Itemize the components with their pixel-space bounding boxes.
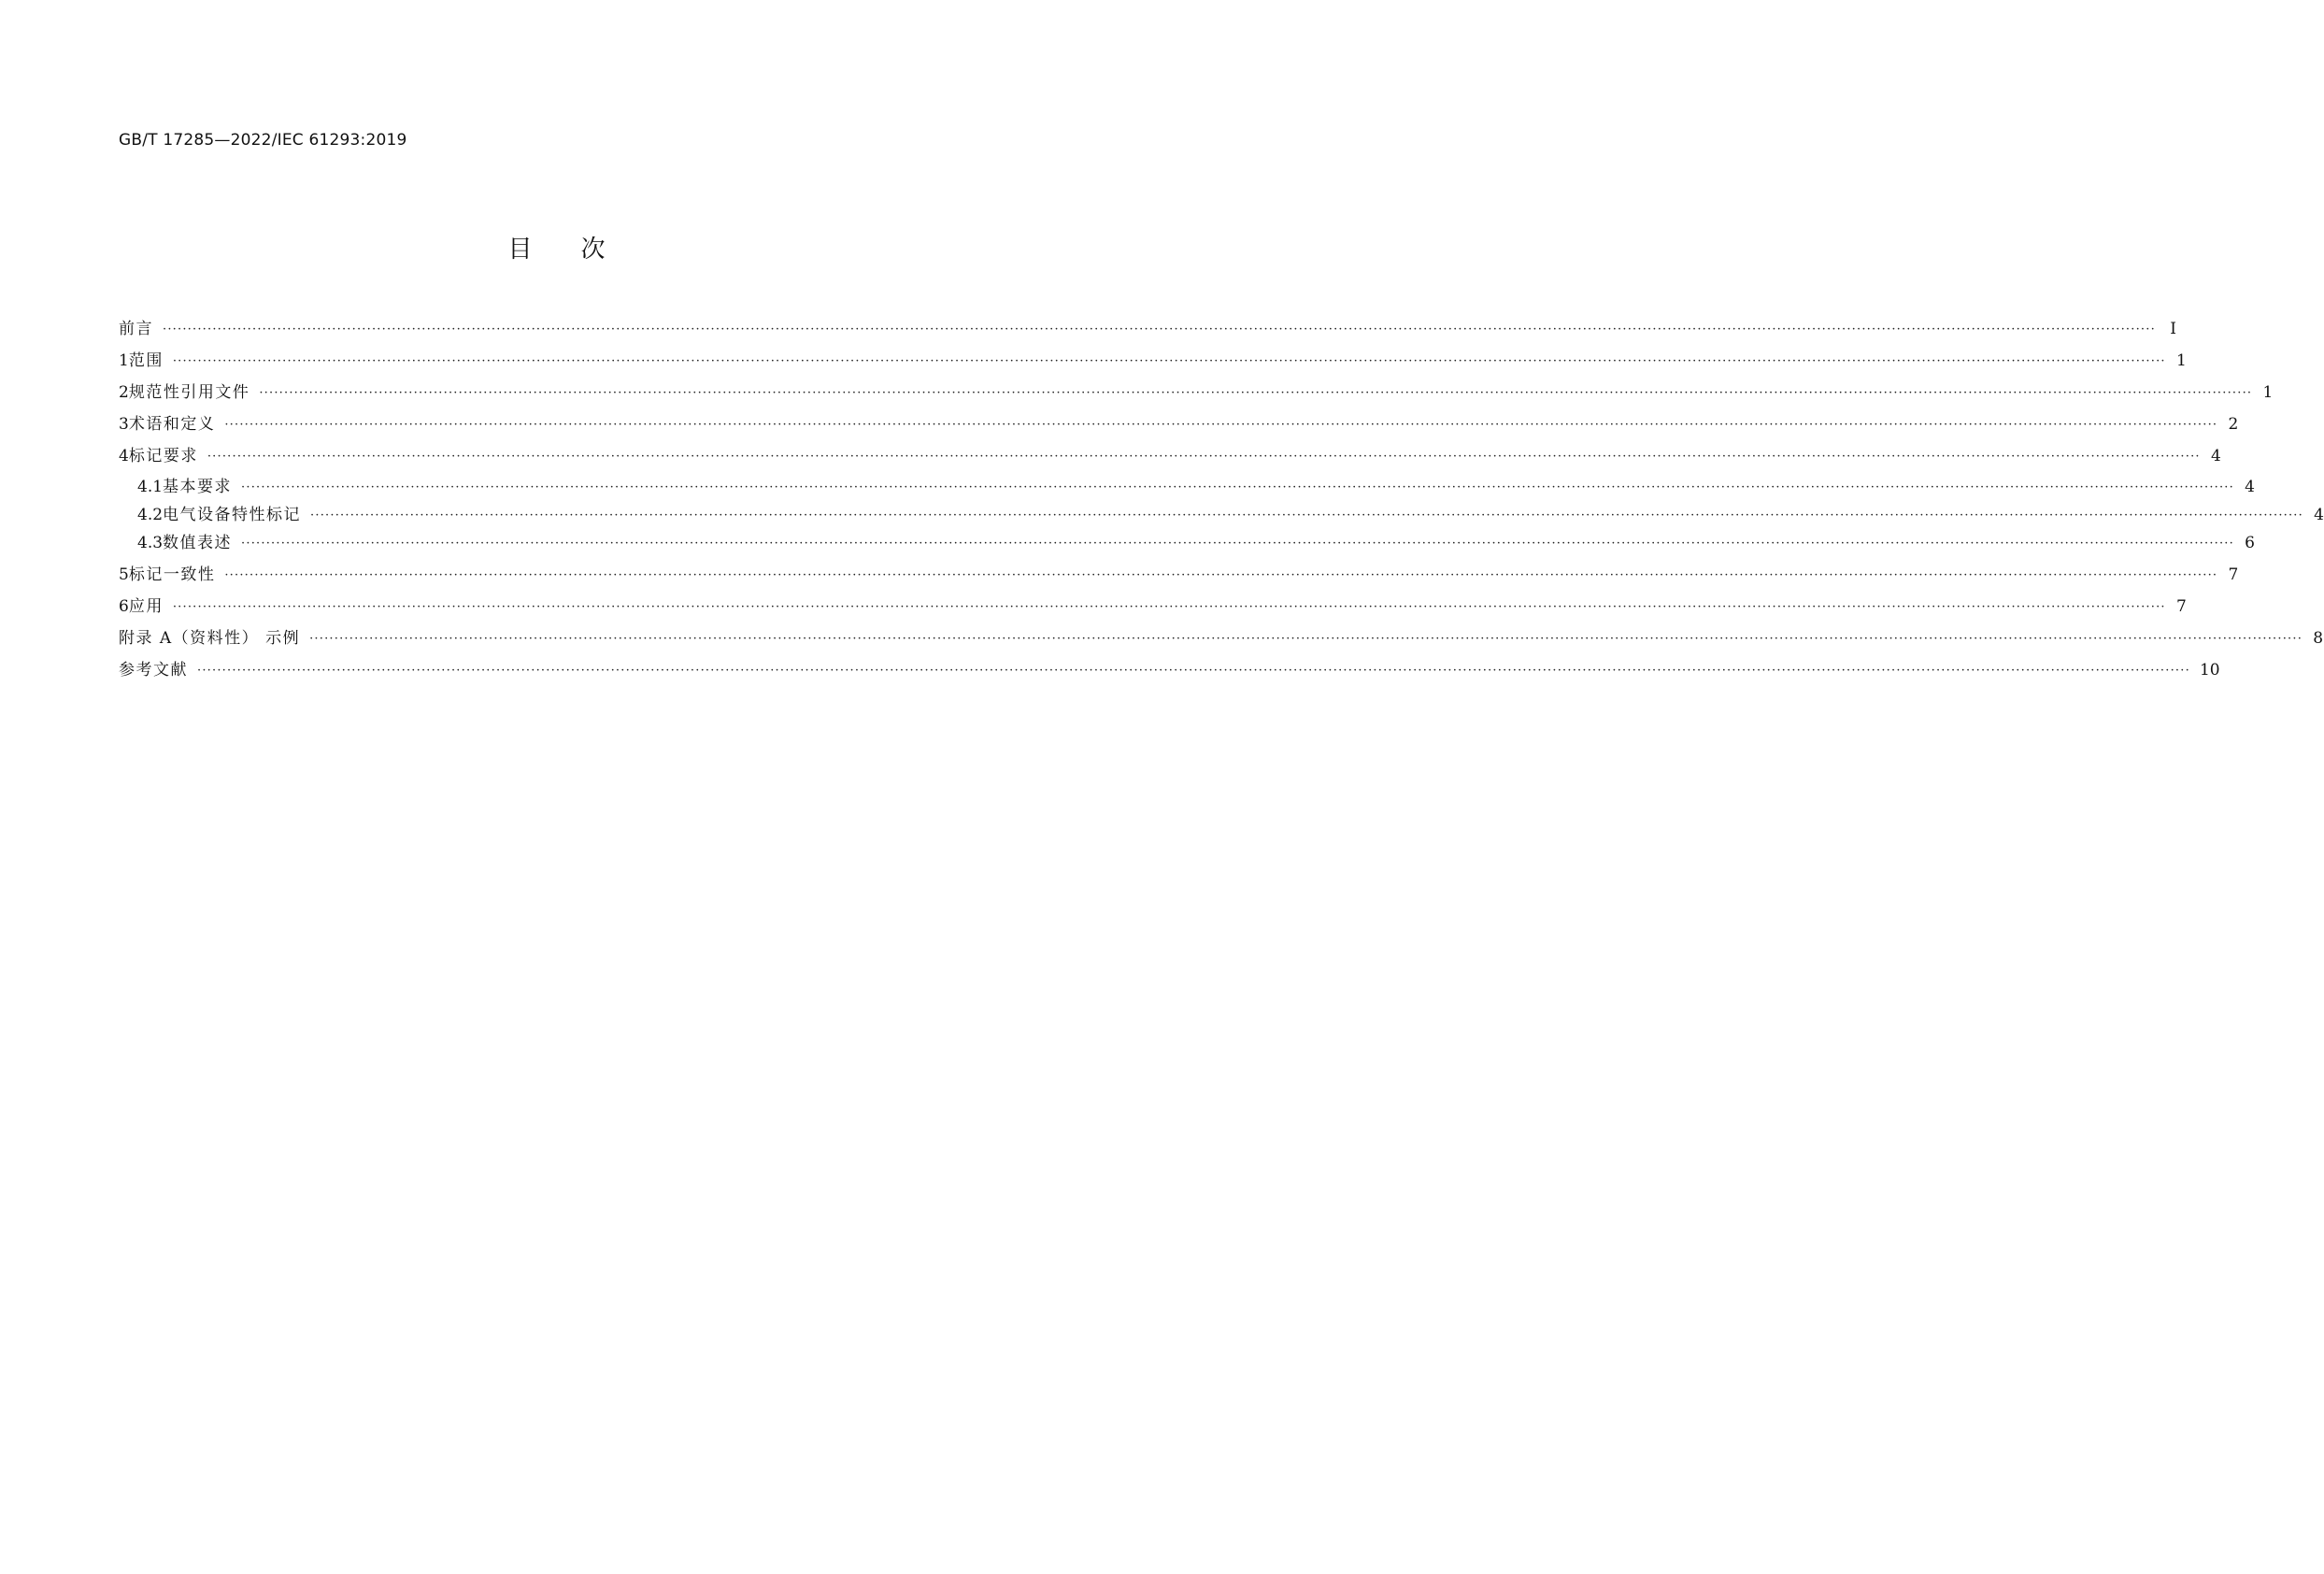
toc-entry-label: 附录 A（资料性） 示例 (119, 629, 301, 648)
toc-entry[interactable] (137, 504, 2324, 526)
toc-entry-label: 应用 (128, 597, 164, 616)
toc-entry-number: 4.1 (137, 478, 164, 496)
toc-leader-dots: ················································································································································································································································································································································································································ (309, 632, 2303, 646)
toc-entry-page: 7 (2228, 565, 2239, 584)
toc-entry[interactable] (119, 350, 2187, 372)
toc-entry-number: 3 (119, 415, 129, 434)
toc-entry-number: 4.3 (137, 534, 164, 552)
toc-entry-label: 范围 (128, 351, 164, 370)
toc-entry-label: 标记一致性 (128, 565, 216, 584)
toc-entry-number: 2 (119, 383, 129, 402)
toc-entry-page: 2 (2228, 415, 2239, 434)
toc-entry-label: 前言 (119, 320, 153, 338)
toc-leader-dots: ················································································································································································································································································································································································································ (197, 664, 2190, 678)
toc-entry-page: 7 (2175, 597, 2187, 616)
toc-entry-page: 4 (2245, 478, 2255, 496)
toc-entry[interactable] (137, 476, 2255, 498)
toc-leader-dots: ················································································································································································································································································································································································································ (259, 386, 2253, 400)
toc-entry-page: 4 (2314, 506, 2324, 524)
toc-entry-page: 8 (2313, 629, 2324, 648)
toc-entry[interactable] (119, 564, 2239, 586)
toc-entry-page: 4 (2210, 447, 2221, 465)
toc-leader-dots: ················································································································································································································································································································································································································ (172, 354, 2166, 368)
toc-entry-page: 6 (2245, 534, 2255, 552)
toc-leader-dots: ················································································································································································································································································································································································································ (241, 480, 2234, 494)
toc-entry-label: 电气设备特性标记 (163, 506, 302, 524)
toc-entry[interactable] (137, 532, 2255, 554)
toc-entry[interactable] (119, 318, 2176, 340)
toc-leader-dots: ················································································································································································································································································································································································································ (163, 322, 2156, 336)
toc-entry-label: 规范性引用文件 (128, 383, 250, 402)
toc-entry-page: 1 (2262, 383, 2274, 402)
toc-entry-page: 1 (2175, 351, 2187, 370)
standard-code (119, 131, 407, 150)
toc-entry-label: 参考文献 (119, 661, 188, 680)
toc-entry-page: Ⅰ (2170, 320, 2176, 338)
toc-entry-label: 标记要求 (128, 447, 198, 465)
toc-entry-label: 基本要求 (163, 478, 233, 496)
standard-code-text: GB/T 17285—2022/IEC 61293:2019 (119, 131, 407, 150)
toc-entry-number: 4.2 (137, 506, 164, 524)
toc-entry-label: 术语和定义 (128, 415, 216, 434)
toc-leader-dots: ················································································································································································································································································································································································································ (310, 508, 2303, 522)
toc-title: 目次 (507, 236, 654, 264)
toc-entry[interactable] (119, 659, 2220, 681)
toc-entry[interactable] (119, 627, 2324, 650)
toc-entry-label: 数值表述 (163, 534, 233, 552)
toc-entry-number: 1 (119, 351, 129, 370)
toc-entry[interactable] (119, 413, 2239, 436)
toc-entry-page: 10 (2199, 661, 2220, 680)
toc-leader-dots: ················································································································································································································································································································································································································ (241, 537, 2234, 551)
toc-entry-number: 4 (119, 447, 129, 465)
toc-leader-dots: ················································································································································································································································································································································································································ (224, 418, 2218, 432)
toc-leader-dots: ················································································································································································································································································································································································································ (172, 600, 2166, 614)
toc-entry[interactable] (119, 595, 2187, 618)
toc-entry-number: 5 (119, 565, 129, 584)
toc-entry[interactable] (119, 445, 2221, 467)
toc-entry-number: 6 (119, 597, 129, 616)
toc-leader-dots: ················································································································································································································································································································································································································ (224, 568, 2218, 582)
toc-entry[interactable] (119, 381, 2274, 404)
toc-leader-dots: ················································································································································································································································································································································································································ (207, 450, 2201, 464)
